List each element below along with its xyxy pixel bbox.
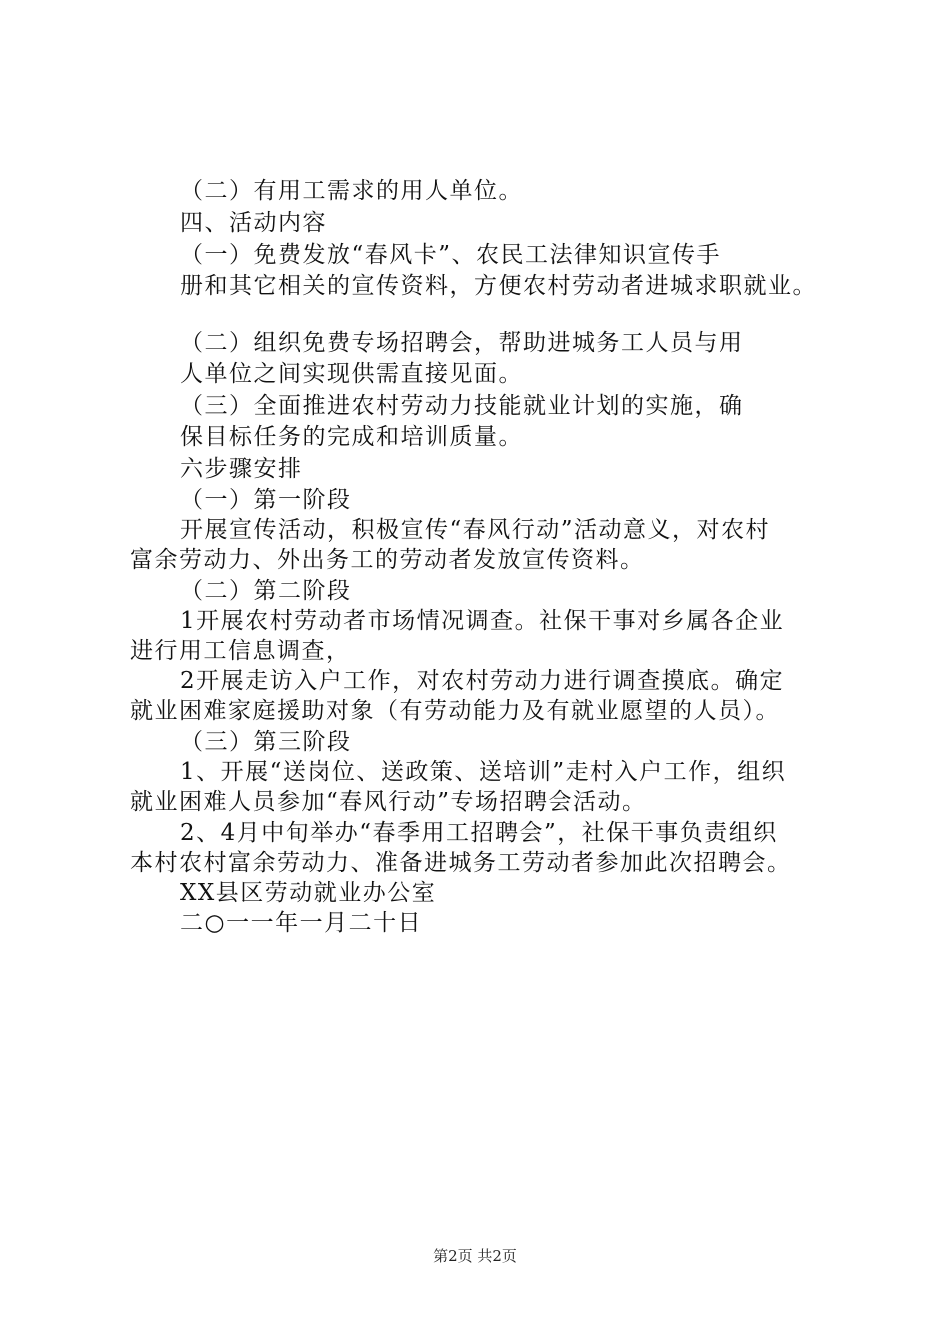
text-line: 富余劳动力、外出务工的劳动者发放宣传资料。 xyxy=(130,547,645,573)
text-line: 进行用工信息调查， xyxy=(130,638,351,664)
text-line: 就业困难人员参加“春风行动”专场招聘会活动。 xyxy=(130,789,647,815)
text-line: （二）组织免费专场招聘会，帮助进城务工人员与用 xyxy=(180,330,744,356)
text-line: 人单位之间实现供需直接见面。 xyxy=(180,361,523,387)
stage-heading: （三）第三阶段 xyxy=(180,729,352,755)
signature-office: XX县区劳动就业办公室 xyxy=(180,880,437,906)
text-line: 本村农村富余劳动力、准备进城务工劳动者参加此次招聘会。 xyxy=(130,850,792,876)
section-heading: 四、活动内容 xyxy=(180,210,327,236)
text-line: 1、开展“送岗位、送政策、送培训”走村入户工作，组织 xyxy=(180,759,787,785)
section-heading: 六步骤安排 xyxy=(180,456,303,482)
text-line: 1开展农村劳动者市场情况调查。社保干事对乡属各企业 xyxy=(180,608,785,634)
text-line: 开展宣传活动，积极宣传“春风行动”活动意义，对农村 xyxy=(180,517,771,543)
text-line: 2开展走访入户工作，对农村劳动力进行调查摸底。确定 xyxy=(180,668,785,694)
text-line: （三）全面推进农村劳动力技能就业计划的实施，确 xyxy=(180,393,744,419)
text-line: （一）免费发放“春风卡”、农民工法律知识宣传手 xyxy=(180,242,722,268)
text-line: 就业困难家庭援助对象（有劳动能力及有就业愿望的人员）。 xyxy=(130,698,780,724)
stage-heading: （二）第二阶段 xyxy=(180,578,352,604)
page-number-footer: 第2页 共2页 xyxy=(433,1247,517,1265)
signature-date: 二○一一年一月二十日 xyxy=(180,910,423,936)
text-line: 保目标任务的完成和培训质量。 xyxy=(180,424,523,450)
text-line: 册和其它相关的宣传资料，方便农村劳动者进城求职就业。 xyxy=(180,273,817,299)
text-line: 2、4月中旬举办“春季用工招聘会”，社保干事负责组织 xyxy=(180,820,778,846)
stage-heading: （一）第一阶段 xyxy=(180,487,352,513)
text-line: （二）有用工需求的用人单位。 xyxy=(180,178,523,204)
